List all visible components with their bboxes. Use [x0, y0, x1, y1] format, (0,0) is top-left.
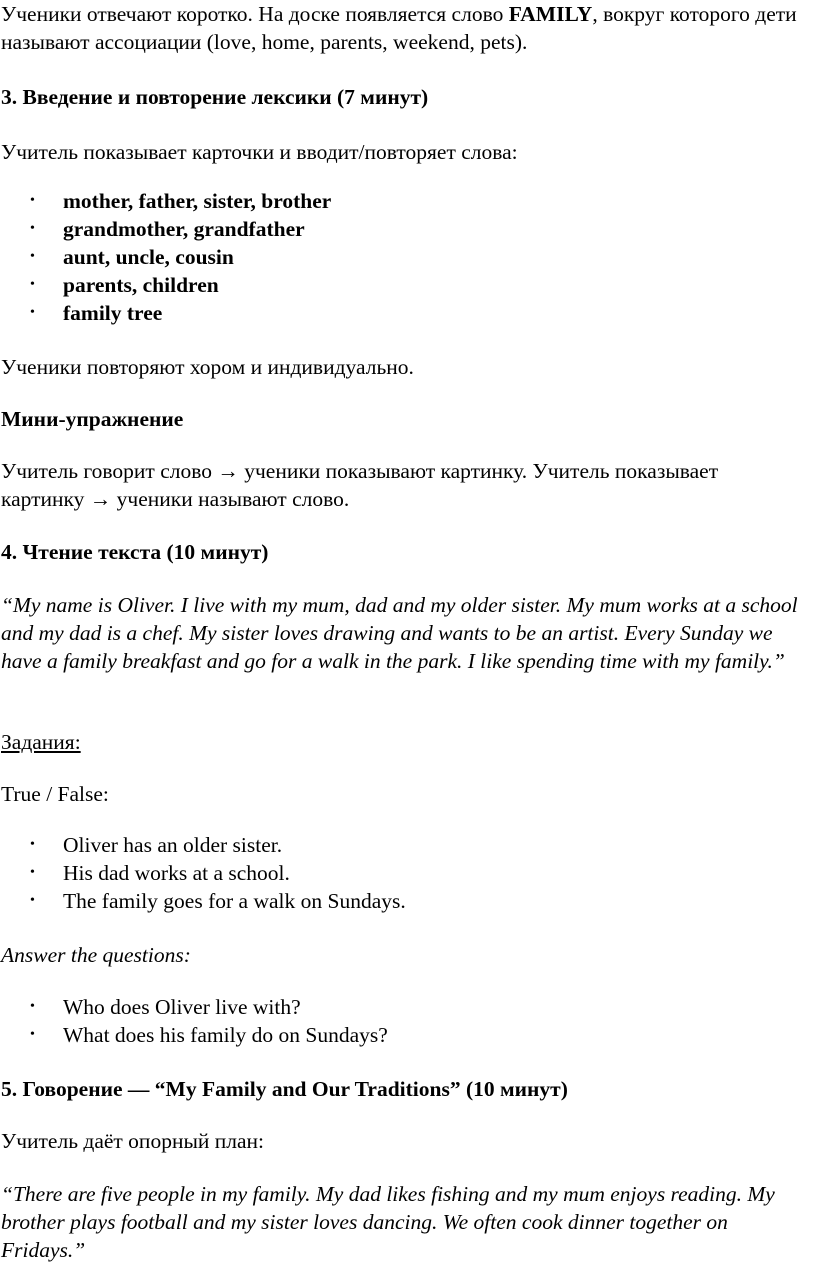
vocabulary-item: • mother, father, sister, brother — [30, 189, 332, 213]
section5-intro: Учитель даёт опорный план: — [1, 1129, 265, 1153]
question-item: • What does his family do on Sundays? — [30, 1023, 388, 1047]
bullet-icon: • — [30, 305, 35, 320]
intro-text-part1: Ученики отвечают коротко. На доске появляется слово — [1, 2, 509, 26]
bullet-icon: • — [30, 837, 35, 852]
section5-heading: 5. Говорение — “My Family and Our Traditions” (10 минут) — [1, 1077, 568, 1101]
intro-paragraph — [1, 0, 816, 56]
bullet-icon: • — [30, 277, 35, 292]
bullet-icon: • — [30, 1027, 35, 1042]
bullet-icon: • — [30, 193, 35, 208]
bullet-icon: • — [30, 893, 35, 908]
bullet-icon: • — [30, 249, 35, 264]
section4-heading: 4. Чтение текста (10 минут) — [1, 540, 269, 564]
vocabulary-item: • grandmother, grandfather — [30, 217, 305, 241]
tasks-label: Задания: — [1, 730, 81, 754]
true-false-label: True / False: — [1, 782, 109, 806]
true-false-list-container — [1, 831, 816, 915]
intro-keyword: FAMILY — [508, 2, 593, 26]
vocabulary-item: • parents, children — [30, 273, 219, 297]
true-false-list — [1, 831, 816, 915]
vocabulary-list-container — [1, 187, 816, 327]
bullet-icon: • — [30, 865, 35, 880]
intro-text-part2: , вокруг которого дети называют ассоциации (love, home, parents, weekend, pets). — [1, 2, 797, 54]
mini-exercise-text: Учитель говорит слово → ученики показывают картинку. Учитель показывает картинку → ученики называют слово. — [1, 459, 719, 511]
vocabulary-list — [1, 187, 816, 327]
true-false-item: • His dad works at a school. — [30, 861, 290, 885]
bullet-icon: • — [30, 999, 35, 1014]
vocabulary-item: • family tree — [30, 301, 163, 325]
questions-list — [1, 993, 816, 1049]
section3-heading: 3. Введение и повторение лексики (7 минут) — [1, 85, 429, 109]
mini-exercise-heading: Мини-упражнение — [1, 407, 184, 431]
model-speaking-text: “There are five people in my family. My dad likes fishing and my mum enjoys reading. My brother plays football and my sister loves dancing. We often cook dinner together on Fridays.” — [1, 1182, 775, 1262]
question-item: • Who does Oliver live with? — [30, 995, 301, 1019]
section3-intro: Учитель показывает карточки и вводит/повторяет слова: — [1, 140, 518, 164]
true-false-item: • The family goes for a walk on Sundays. — [30, 889, 406, 913]
reading-text: “My name is Oliver. I live with my mum, dad and my older sister. My mum works at a school and my dad is a chef. My sister loves drawing and wants to be an artist. Every Sunday we have a family breakfast and go for a walk in the park. I like spending time with my family.” — [1, 593, 798, 673]
questions-label: Answer the questions: — [1, 943, 191, 967]
questions-list-container — [1, 993, 816, 1049]
vocabulary-item: • aunt, uncle, cousin — [30, 245, 234, 269]
true-false-item: • Oliver has an older sister. — [30, 833, 283, 857]
section3-after-text: Ученики повторяют хором и индивидуально. — [1, 355, 414, 379]
bullet-icon: • — [30, 221, 35, 236]
